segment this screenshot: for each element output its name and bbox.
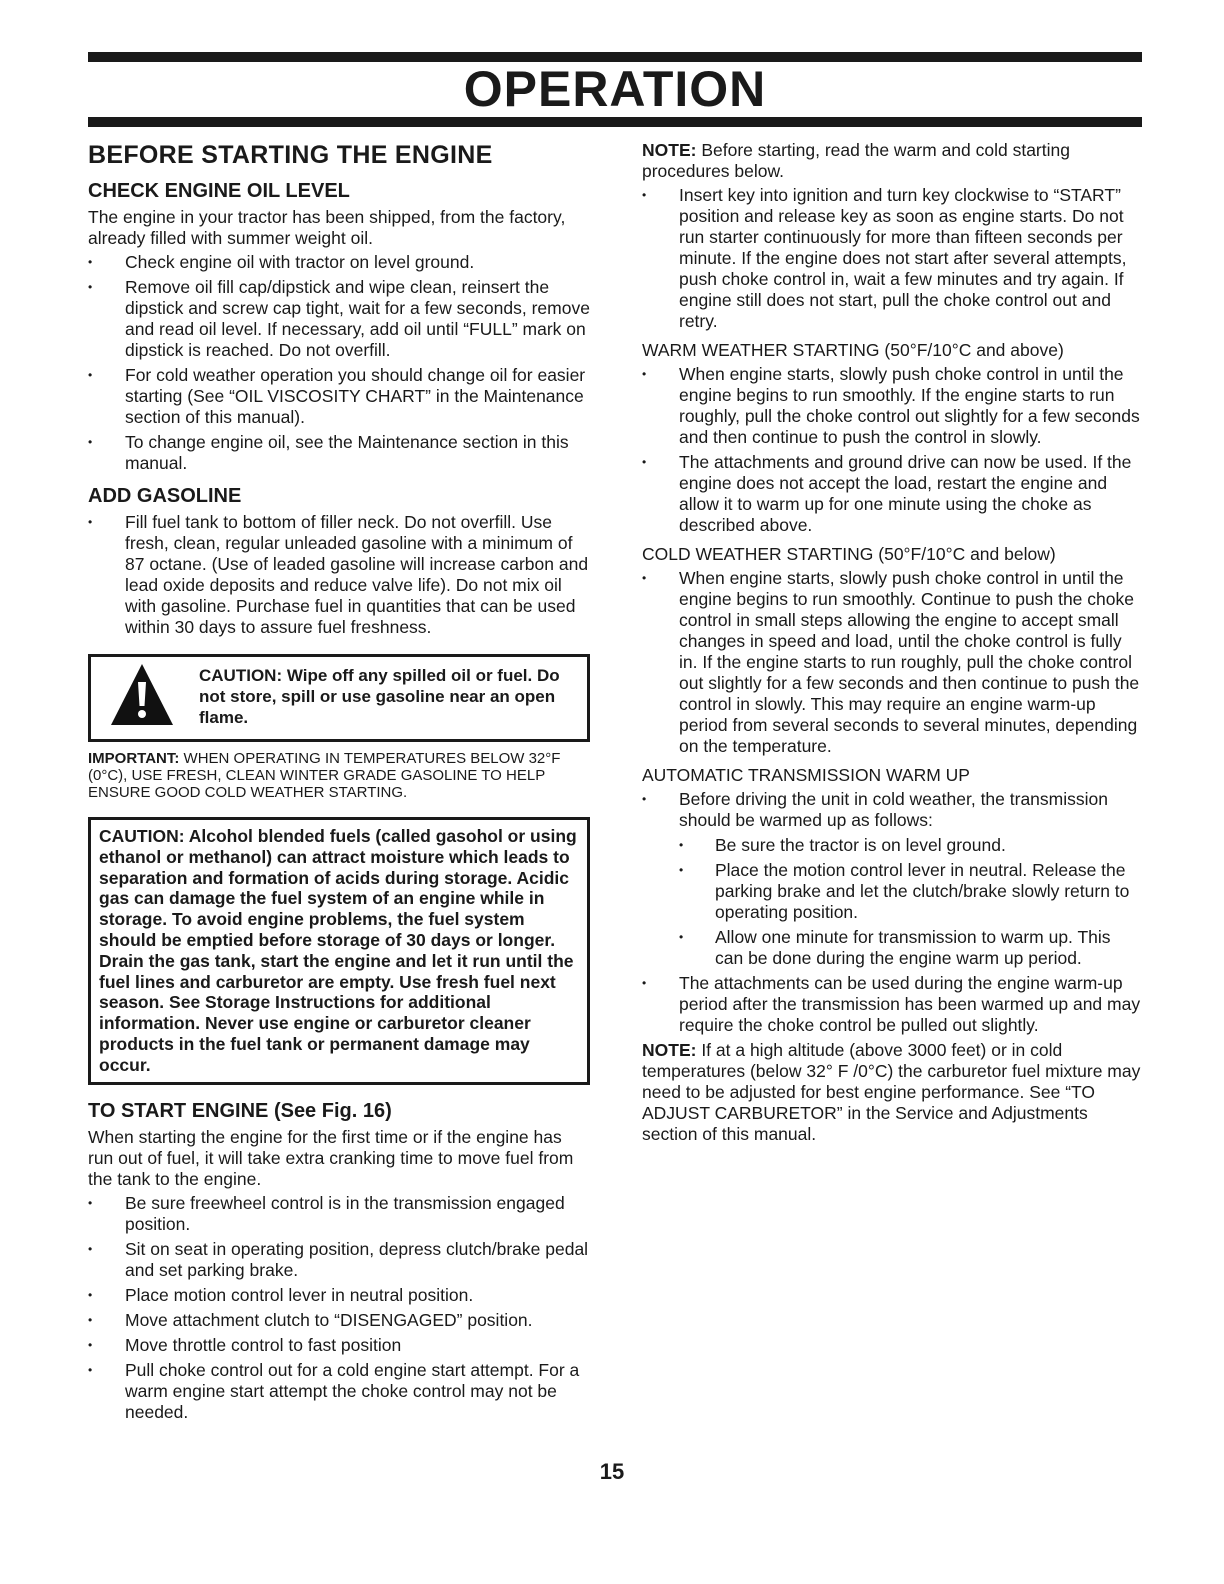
right-column [642,140,1142,1145]
list-item: • When engine starts, slowly push choke control in until the engine begins to run smoothly. Continue to push the choke control in small steps allowing the engine to accept small changes in speed and load, until the choke control is fully in. If the engine starts to run roughly, pull the choke control out slightly for a few seconds and then continue to push the control in slowly. This may require an engine warm-up period from several seconds to several minutes, depending on the temperature. [642,568,1142,757]
warm-weather-heading: WARM WEATHER STARTING (50°F/10°C and above) [642,340,1064,360]
page-number: 15 [599,1459,625,1484]
note-high-altitude [642,1040,1142,1145]
cold-weather-list [642,568,1142,757]
important-note [88,750,590,801]
list-item: • For cold weather operation you should change oil for easier starting (See “OIL VISCOSITY CHART” in the Maintenance section of this manual). [88,365,590,428]
list-item: • Check engine oil with tractor on level ground. [88,252,590,273]
attachments-list [642,973,1142,1036]
list-item: • When engine starts, slowly push choke control in until the engine begins to run smoothly. If the engine starts to run roughly, pull the choke control out slightly for a few seconds and then continue to push the control in slowly. [642,364,1142,448]
section-title: BEFORE STARTING THE ENGINE [88,141,493,169]
list-item: • The attachments can be used during the engine warm-up period after the transmission has been warmed up and may require the choke control be pulled out slightly. [642,973,1142,1036]
warm-weather-list [642,364,1142,536]
left-column [88,140,590,1427]
transmission-warmup-heading: AUTOMATIC TRANSMISSION WARM UP [642,765,970,785]
list-item: • Sit on seat in operating position, depress clutch/brake pedal and set parking brake. [88,1239,590,1281]
note-label: NOTE: [642,140,697,160]
list-item: • Allow one minute for transmission to warm up. This can be done during the engine warm up period. [679,927,1142,969]
list-item: • Remove oil fill cap/dipstick and wipe clean, reinsert the dipstick and screw cap tight, wait for a few seconds, remove and read oil level. If necessary, add oil until “FULL” mark on dipstick is reached. Do not overfill. [88,277,590,361]
list-item: • Be sure freewheel control is in the transmission engaged position. [88,1193,590,1235]
caution-box-flame [88,654,590,742]
add-gasoline-list [88,512,590,638]
list-item: • To change engine oil, see the Maintenance section in this manual. [88,432,590,474]
caution-text: CAUTION: Wipe off any spilled oil or fuel. Do not store, spill or use gasoline near an open flame. [199,666,560,727]
note-before-starting [642,140,1142,182]
cold-weather-heading: COLD WEATHER STARTING (50°F/10°C and below) [642,544,1056,564]
page-title: OPERATION [463,61,767,117]
warning-triangle-icon [109,662,175,728]
check-oil-intro: The engine in your tractor has been shipped, from the factory, already filled with summer weight oil. [88,207,566,248]
important-text: WHEN OPERATING IN TEMPERATURES BELOW 32°F (0°C), USE FRESH, CLEAN WINTER GRADE GASOLINE TO HELP ENSURE GOOD COLD WEATHER STARTING. [88,750,561,801]
list-item: • Before driving the unit in cold weather, the transmission should be warmed up as follows: [642,789,1142,831]
check-oil-heading: CHECK ENGINE OIL LEVEL [88,180,350,202]
caution-box-alcohol-fuel: CAUTION: Alcohol blended fuels (called gasohol or using ethanol or methanol) can attract moisture which leads to separation and formation of acids during storage. Acidic gas can damage the fuel system of an engine while in storage. To avoid engine problems, the fuel system should be emptied before storage of 30 days or longer. Drain the gas tank, start the engine and let it run until the fuel lines and carburetor are empty. Use fresh fuel next season. See Storage Instructions for additional information. Never use engine or carburetor cleaner products in the fuel tank or permanent damage may occur. [88,817,590,1085]
transmission-list [642,789,1142,831]
start-engine-intro: When starting the engine for the first time or if the engine has run out of fuel, it will take extra cranking time to move fuel from the tank to the engine. [88,1126,574,1189]
add-gasoline-heading: ADD GASOLINE [88,485,242,507]
important-label: IMPORTANT: [88,750,180,767]
header-rule-bottom [88,117,1142,127]
list-item: • The attachments and ground drive can now be used. If the engine does not accept the load, restart the engine and allow it to warm up for one minute using the choke as described above. [642,452,1142,536]
note-text: If at a high altitude (above 3000 feet) or in cold temperatures (below 32° F /0°C) the carburetor fuel mixture may need to be adjusted for best engine performance. See “TO ADJUST CARBURETOR” in the Service and Adjustments section of this manual. [642,1040,1141,1144]
transmission-sub-list [642,835,1142,969]
note-text: Before starting, read the warm and cold starting procedures below. [642,140,1070,181]
start-engine-list [88,1193,590,1423]
list-item: • Be sure the tractor is on level ground. [679,835,1142,856]
check-oil-list [88,252,590,474]
list-item: • Move attachment clutch to “DISENGAGED” position. [88,1310,590,1331]
list-item: • Place motion control lever in neutral position. [88,1285,590,1306]
list-item: • Place the motion control lever in neutral. Release the parking brake and let the clutch/brake slowly return to operating position. [679,860,1142,923]
note-label: NOTE: [642,1040,697,1060]
ignition-list [642,185,1142,332]
list-item: • Move throttle control to fast position [88,1335,590,1356]
list-item: • Fill fuel tank to bottom of filler neck. Do not overfill. Use fresh, clean, regular unleaded gasoline with a minimum of 87 octane. (Use of leaded gasoline will increase carbon and lead oxide deposits and reduce valve life). Do not mix oil with gasoline. Purchase fuel in quantities that can be used within 30 days to assure fuel freshness. [88,512,590,638]
start-engine-heading: TO START ENGINE (See Fig. 16) [88,1099,392,1122]
list-item: • Pull choke control out for a cold engine start attempt. For a warm engine start attempt the choke control may not be needed. [88,1360,590,1423]
list-item: • Insert key into ignition and turn key clockwise to “START” position and release key as soon as engine starts. Do not run starter continuously for more than fifteen seconds per minute. If the engine does not start after several attempts, push choke control in, wait a few minutes and try again. If engine still does not start, pull the choke control out and retry. [642,185,1142,332]
